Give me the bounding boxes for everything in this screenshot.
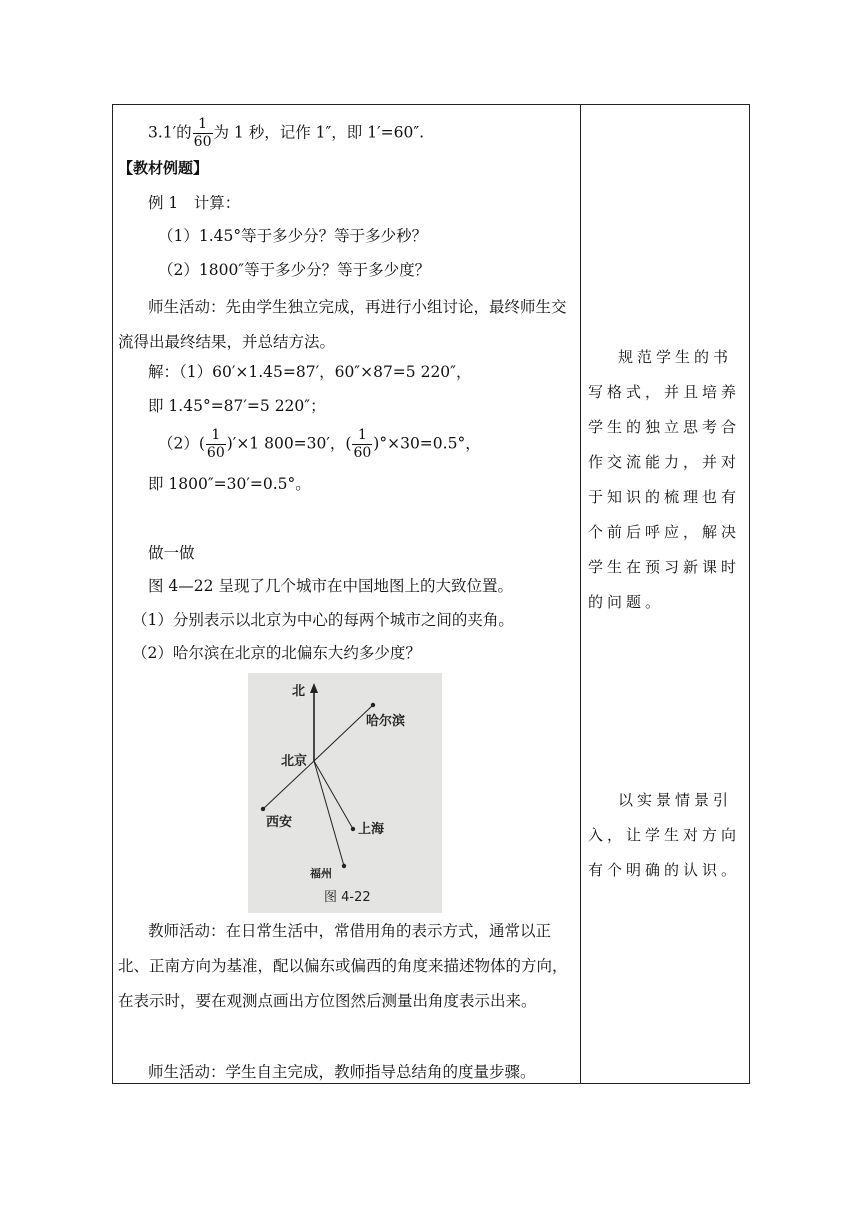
beijing-label: 北京 [281,754,308,769]
fuzhou-label: 福州 [310,867,332,880]
practice-description: 图 4—22 呈现了几个城市在中国地图上的大致位置。 [148,577,513,595]
line-to-harbin [314,705,373,761]
figure-caption: 图 4-22 [324,890,371,905]
line-to-fuzhou [314,761,344,866]
solution-line-1b: 即 1.45°=87′=5 220″； [148,397,326,415]
direction-diagram [248,673,442,913]
xian-dot [261,807,265,811]
fraction-denominator: 60 [206,445,225,461]
solution-2-post: )°×30=0.5°， [373,434,481,453]
teacher-activity-paragraph: 教师活动：在日常生活中，常借用角的表示方式，通常以正北、正南方向为基准，配以偏东或偏西的角度来描述物体的方向，在表示时，要在观测点画出方位图然后测量出角度表示出来。 [118,922,568,1010]
north-label: 北 [292,684,306,699]
practice-question-2: （2）哈尔滨在北京的北偏东大约多少度？ [132,644,421,662]
fraction-1-60 [193,116,213,151]
practice-question-1: （1）分别表示以北京为中心的每两个城市之间的夹角。 [132,611,514,629]
teaching-note-2: 以实景情景引入，让学生对方向有个明确的认识。 [588,791,741,879]
fraction-numerator: 1 [193,116,213,134]
fraction-numerator: 1 [206,427,226,445]
fraction-1-60 [206,427,226,462]
teaching-note-1: 规范学生的书写格式，并且培养学生的独立思考合作交流能力，并对于知识的梳理也有个前后呼应，解决学生在预习新课时的问题。 [588,348,741,611]
question-1: （1）1.45°等于多少分？等于多少秒？ [158,227,428,245]
harbin-dot [371,703,375,707]
solution-2-mid: )′×1 800=30′，( [226,434,352,453]
fraction-denominator: 60 [193,134,212,150]
activity-paragraph-1: 师生活动：先由学生独立完成，再进行小组讨论，最终师生交流得出最终结果，并总结方法。 [118,298,567,351]
shanghai-dot [351,827,355,831]
fuzhou-dot [342,864,346,868]
question-2: （2）1800″等于多少分？等于多少度？ [158,261,431,279]
column-divider [580,104,581,1084]
solution-line-2b: 即 1800″=30′=0.5°。 [148,475,311,493]
definition-line [118,116,424,151]
line-to-shanghai [314,761,353,829]
city-direction-figure [248,673,442,913]
shanghai-label: 上海 [358,822,385,837]
solution-line-1: 解：（1）60′×1.45=87′，60″×87=5 220″， [148,363,472,381]
xian-label: 西安 [266,815,293,830]
section-heading: 【教材例题】 [118,159,209,177]
solution-line-2 [118,427,481,462]
definition-text-pre: 3.1′的 [148,123,192,142]
harbin-label: 哈尔滨 [366,714,406,729]
fraction-1-60 [352,427,372,462]
fraction-numerator: 1 [352,427,372,445]
example-title: 例 1 计算： [148,194,241,212]
solution-2-pre: （2）( [158,434,205,453]
fraction-denominator: 60 [353,445,372,461]
north-arrow-head [310,683,318,693]
definition-text-post: 为 1 秒，记作 1″，即 1′=60″. [213,123,425,142]
practice-title: 做一做 [148,544,195,562]
activity-paragraph-2: 师生活动：学生自主完成，教师指导总结角的度量步骤。 [148,1063,536,1081]
